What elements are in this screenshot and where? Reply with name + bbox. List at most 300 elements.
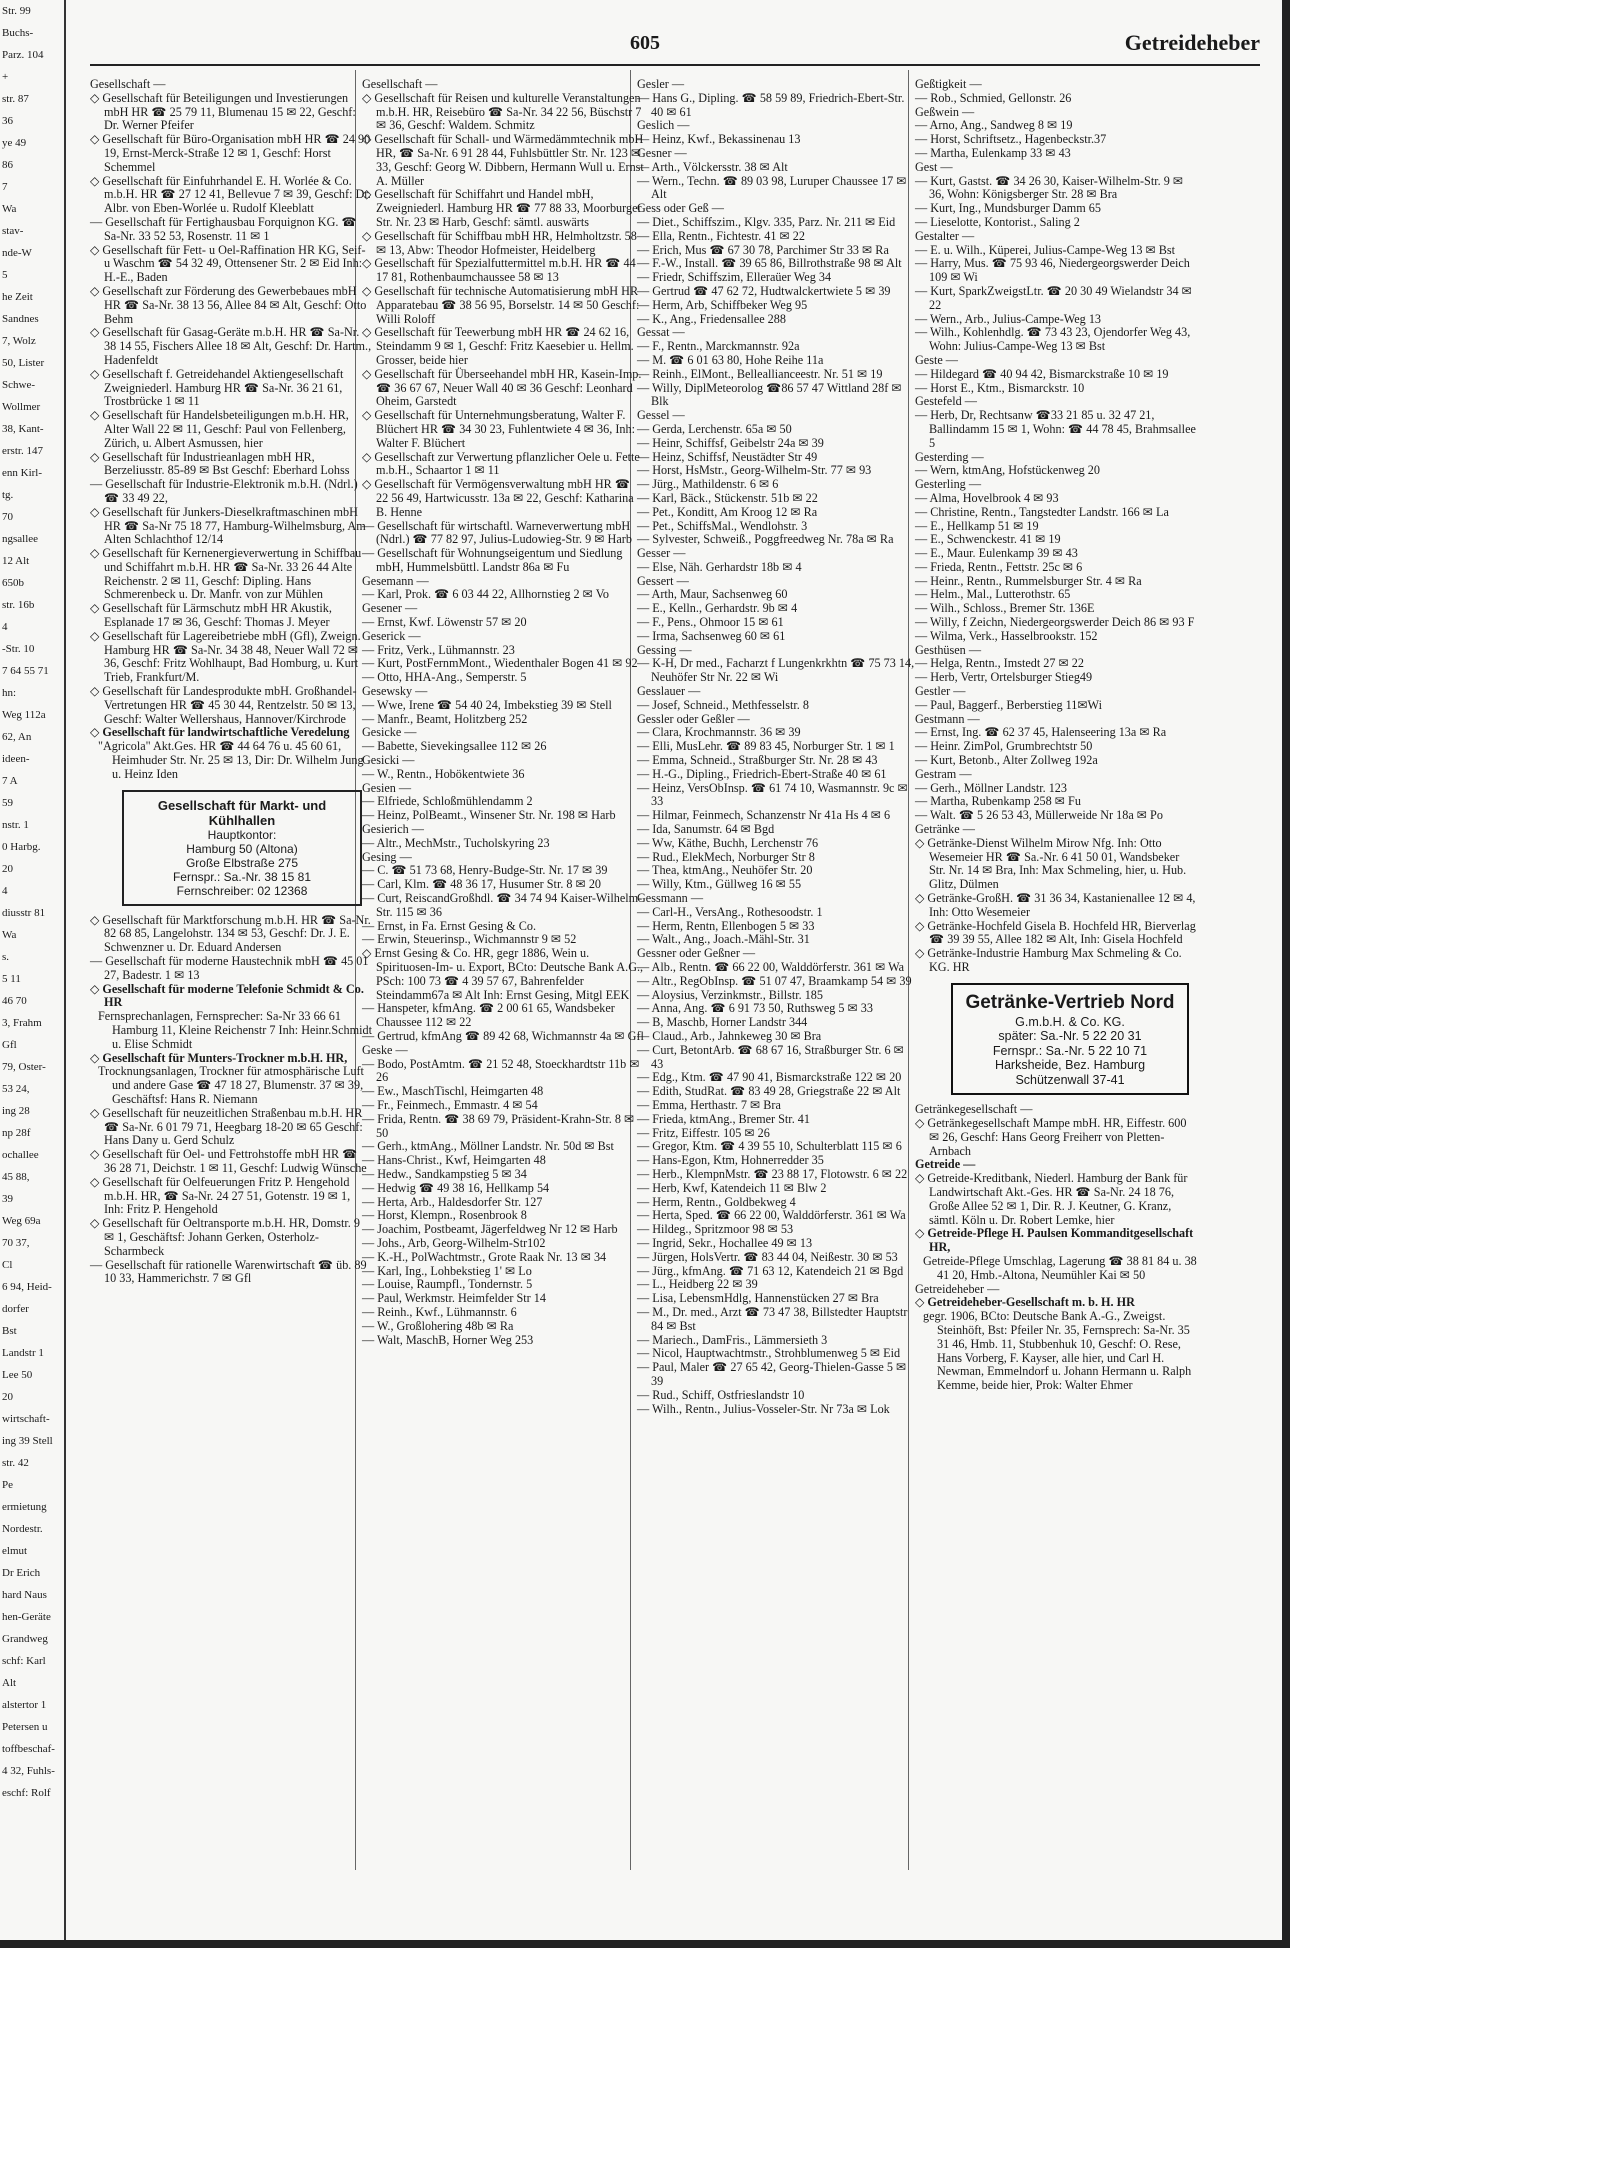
page-number: 605 — [630, 32, 660, 54]
directory-entry: — Paul, Werkmstr. Heimfelder Str 14 — [362, 1291, 546, 1306]
directory-entry: — Otto, HHA-Ang., Semperstr. 5 — [362, 670, 527, 685]
directory-entry: — Wern., Arb., Julius-Campe-Weg 13 — [915, 311, 1102, 326]
directory-entry: — Karl, Ing., Lohbekstieg 1' ✉ Lo — [362, 1263, 532, 1278]
left-strip-line: erstr. 147 — [2, 445, 43, 457]
directory-entry: ◇ Gesellschaft für Oeltransporte m.b.H. HR, Domstr. 9 ✉ 1, Geschäftsf: Johann Gerken, Osterholz-Scharmbeck — [90, 1216, 360, 1258]
directory-entry: — Wilh., Rentn., Julius-Vosseler-Str. Nr 73a ✉ Lok — [637, 1401, 890, 1416]
scan-border-right — [1282, 0, 1290, 1940]
directory-entry: — Willy, Ktm., Güllweg 16 ✉ 55 — [637, 877, 802, 892]
directory-entry: ◇ Gesellschaft für Vermögensverwaltung mbH HR ☎ 22 56 49, Hartwicusstr. 13a ✉ 22, Geschf: Katharina B. Henne — [362, 477, 634, 519]
advertisement-line: Fernspr.: Sa.-Nr. 5 22 10 71 — [992, 1043, 1148, 1058]
directory-entry: — Claud., Arb., Jahnkeweg 30 ✉ Bra — [637, 1028, 822, 1043]
left-strip-line: 0 Harbg. — [2, 841, 41, 853]
directory-entry: — Kurt, PostFernmMont., Wiedenthaler Bogen 41 ✉ 92 — [362, 656, 638, 671]
directory-entry: ◇ Gesellschaft für Kernenergieverwertung in Schiffbau und Schiffahrt m.b.H. HR ☎ Sa-Nr. 33 26 44 Alte Reichenstr. 2 ✉ 11, Geschf: Dipling. Hans Schmerenbeck u. Dr. Manfr. von zur Mühlen — [90, 546, 362, 602]
directory-entry: — Heinz, Kwf., Bekassinenau 13 — [637, 132, 801, 147]
directory-entry: — Christine, Rentn., Tangstedter Landstr. 166 ✉ La — [915, 504, 1169, 519]
directory-entry: Gestler — — [915, 684, 966, 699]
left-strip-line: ochallee — [2, 1149, 39, 1161]
directory-entry: — M. ☎ 6 01 63 80, Hohe Reihe 11a — [637, 352, 824, 367]
directory-entry: ◇ Gesellschaft für Überseehandel mbH HR, Kasein-Imp. ☎ 36 67 67, Neuer Wall 40 ✉ 36 Geschf: Leonhard Oheim, Garstedt — [362, 366, 642, 409]
left-strip-line: Weg 112a — [2, 709, 46, 721]
directory-entry: ◇ Gesellschaft für Oelfeuerungen Fritz P. Hengehold m.b.H. HR, ☎ Sa-Nr. 24 27 51, Gotenstr. 19 ✉ 1, Inh: Fritz P. Hengehold — [90, 1174, 351, 1217]
directory-entry: — Nicol, Hauptwachtmstr., Strohblumenweg 5 ✉ Eid — [637, 1346, 901, 1361]
directory-entry: Gessner oder Geßner — — [637, 946, 756, 961]
directory-entry: Geste — — [915, 352, 958, 367]
directory-entry: — Hildegard ☎ 40 94 42, Bismarckstraße 10 ✉ 19 — [915, 366, 1169, 381]
left-strip-line: 45 88, — [2, 1171, 30, 1183]
directory-entry: — Heinz, VersObInsp. ☎ 61 74 10, Wasmannstr. 9c ✉ 33 — [637, 780, 908, 809]
directory-entry: — Frida, Rentn. ☎ 38 69 79, Präsident-Krahn-Str. 8 ✉ 50 — [362, 1111, 635, 1140]
left-strip-line: 79, Oster- — [2, 1061, 46, 1073]
directory-entry: Gesler — — [637, 77, 685, 91]
left-strip-line: Lee 50 — [2, 1369, 33, 1381]
left-strip-line: + — [2, 71, 9, 83]
directory-entry: — Herb, Dr, Rechtsanw ☎33 21 85 u. 32 47 21, Ballindamm 15 ✉ 1, Wohn: ☎ 44 78 45, Brahmsallee 5 — [915, 408, 1196, 450]
directory-entry: — Altr., RegObInsp. ☎ 51 07 47, Braamkamp 54 ✉ 39 — [637, 973, 912, 988]
directory-entry: — Herb, Vertr, Ortelsburger Stieg49 — [915, 670, 1093, 685]
left-strip-line: wirtschaft- — [2, 1413, 50, 1425]
left-strip-line: Cl — [2, 1259, 13, 1271]
directory-entry: Gestefeld — — [915, 394, 977, 409]
directory-entry: ◇ Gesellschaft für Beteiligungen und Investierungen mbH HR ☎ 25 79 11, Blumenau 15 ✉ 22, Geschf: Dr. Werner Pfeifer — [90, 90, 356, 133]
directory-entry: — Pet., Konditt, Am Kroog 12 ✉ Ra — [637, 504, 818, 519]
directory-entry: ◇ Getränke-Hochfeld Gisela B. Hochfeld HR, Bierverlag ☎ 39 39 55, Allee 182 ✉ Alt, Inh: Gisela Hochfeld — [915, 918, 1196, 947]
left-strip-line: 38, Kant- — [2, 423, 44, 435]
running-head: Getreideheber — [1124, 30, 1260, 55]
left-strip-line: ing 39 Stell — [2, 1435, 53, 1447]
directory-entry: — Hans-Egon, Ktm, Hohnerredder 35 — [637, 1153, 824, 1168]
directory-entry: ◇ Getreide-Kreditbank, Niederl. Hamburg der Bank für Landwirtschaft Akt.-Ges. HR ☎ Sa-Nr. 24 18 76, Große Allee 52 ✉ 1, Dir. R. J. Keutner, G. Kranz, sämtl. Köln u. Dr. Robert Lemke, hier — [915, 1171, 1188, 1227]
directory-entry: — Erwin, Steuerinsp., Wichmannstr 9 ✉ 52 — [362, 932, 577, 947]
directory-entry: Gestram — — [915, 766, 972, 781]
directory-entry: — Herb, Kwf, Katendeich 11 ✉ Blw 2 — [637, 1180, 827, 1195]
directory-entry: — Horst, Klempn., Rosenbrook 8 — [362, 1208, 527, 1223]
left-strip-line: 46 70 — [2, 995, 27, 1007]
left-strip-line: Wa — [2, 929, 17, 941]
left-strip-line: -Str. 10 — [2, 643, 35, 655]
directory-entry: — Horst, Schriftsetz., Hagenbeckstr.37 — [915, 132, 1107, 147]
directory-entry: — Anna, Ang. ☎ 6 91 73 50, Ruthsweg 5 ✉ 33 — [637, 1001, 873, 1016]
directory-entry: ◇ Gesellschaft für Schall- und Wärmedämmtechnik mbH HR, ☎ Sa-Nr. 6 91 28 44, Fuhlsbüttler Str. Nr. 123 ✉ 33, Geschf: Georg W. Dibbern, Hermann Wull u. Ernst A. Müller — [362, 132, 644, 188]
directory-entry: Gesemann — — [362, 573, 429, 588]
left-strip-line: 4 — [2, 621, 8, 633]
directory-entry: — Heinz, PolBeamt., Winsener Str. Nr. 198 ✉ Harb — [362, 808, 616, 823]
directory-entry: — Clara, Krochmannstr. 36 ✉ 39 — [637, 725, 801, 740]
advertisement-line: Hauptkontor: — [207, 827, 277, 842]
directory-entry: ◇ Getränke-Industrie Hamburg Max Schmeling & Co. KG. HR — [915, 946, 1182, 974]
directory-entry: ◇ Gesellschaft für technische Automatisierung mbH HR Apparatebau ☎ 38 56 95, Borselstr. 14 ✉ 50 Geschf: Willi Roloff — [362, 283, 640, 326]
directory-entry: Gesicki — — [362, 753, 415, 768]
directory-entry: Gessat — — [637, 325, 685, 340]
directory-entry: ◇ Gesellschaft f. Getreidehandel Aktiengesellschaft Zweigniederl. Hamburg HR ☎ Sa-Nr. 36 21 61, Trostbrücke 1 ✉ 11 — [90, 366, 344, 409]
directory-entry: Gestmann — — [915, 711, 980, 726]
directory-entry: — Gerh., ktmAng., Möllner Landstr. Nr. 50d ✉ Bst — [362, 1139, 614, 1154]
directory-entry: — Walt, MaschB, Horner Weg 253 — [362, 1332, 534, 1347]
directory-entry: — Ww, Käthe, Buchh, Lerchenstr 76 — [637, 835, 819, 850]
left-strip-line: 70 37, — [2, 1237, 30, 1249]
directory-entry: Gessel — — [637, 408, 685, 423]
directory-entry: "Agricola" Akt.Ges. HR ☎ 44 64 76 u. 45 60 61, Heimhuder Str. Nr. 25 ✉ 13, Dir: Dr. Wilhelm Jung u. Heinz Iden — [98, 739, 364, 781]
directory-entry: — Helga, Rentn., Imstedt 27 ✉ 22 — [915, 656, 1084, 671]
directory-entry: Gesterding — — [915, 449, 984, 464]
directory-entry: — F.-W., Install. ☎ 39 65 86, Billrothstraße 98 ✉ Alt — [637, 256, 902, 271]
directory-entry: Trocknungsanlagen, Trockner für atmosphärische Luft und andere Gase ☎ 47 18 27, Blumenstr. 37 ✉ 39, Geschäftsf: Hans R. Niemann — [98, 1064, 364, 1106]
left-strip-line: 59 — [2, 797, 13, 809]
left-strip-line: Weg 69a — [2, 1215, 41, 1227]
left-strip-line: hn: — [2, 687, 17, 699]
directory-entry: — Walt., Ang., Joach.-Mähl-Str. 31 — [637, 932, 810, 947]
directory-entry: Gesien — — [362, 780, 412, 795]
directory-entry: — Sylvester, Schweiß., Poggfreedweg Nr. 78a ✉ Ra — [637, 532, 894, 547]
directory-entry: — Emma, Herthastr. 7 ✉ Bra — [637, 1097, 781, 1112]
directory-entry: Geske — — [362, 1042, 408, 1057]
directory-entry: ◇ Ernst Gesing & Co. HR, gegr 1886, Wein u. Spirituosen-Im- u. Export, BCto: Deutsche Bank A.G., PSch: 100 73 ☎ 4 39 57 67, Bahrenfelder Steindamm67a ✉ Alt Inh: Ernst Gesing, Mitgl EEK — [362, 946, 644, 1002]
directory-entry: — Fr., Feinmech., Emmastr. 4 ✉ 54 — [362, 1097, 538, 1112]
directory-entry: — Diet., Schiffszim., Klgv. 335, Parz. Nr. 211 ✉ Eid — [637, 214, 896, 229]
directory-entry: Gesellschaft — — [362, 77, 438, 91]
directory-entry: — F., Rentn., Marckmannstr. 92a — [637, 339, 800, 354]
directory-entry: ◇ Getränke-Dienst Wilhelm Mirow Nfg. Inh: Otto Wesemeier HR ☎ Sa.-Nr. 6 41 50 01, Wandsbeker Str. Nr. 14 ✉ Bra, Inh: Max Schmeling, hier, u. Hub. Glitz, Dülmen — [915, 835, 1187, 892]
left-strip-line: Parz. 104 — [2, 49, 44, 61]
left-strip-line: 5 — [2, 269, 8, 281]
directory-entry: — Ernst, in Fa. Ernst Gesing & Co. — [362, 918, 537, 933]
left-strip-line: ideen- — [2, 753, 30, 765]
left-strip-line: alstertor 1 — [2, 1699, 47, 1711]
directory-entry: ◇ Gesellschaft für landwirtschaftliche Veredelung — [90, 725, 350, 740]
directory-entry: Gesterling — — [915, 477, 982, 492]
directory-entry: Gestalter — — [915, 228, 975, 243]
advertisement-line: Hamburg 50 (Altona) — [186, 841, 298, 856]
directory-entry: ◇ Gesellschaft für Fett- u Oel-Raffination HR KG, Seif- u Waschm ☎ 54 32 49, Ottensener Str. 2 ✉ Eid Inh: H.-E., Baden — [90, 242, 366, 285]
directory-entry: Getränkegesellschaft — — [915, 1102, 1033, 1117]
directory-entry: — Horst, HsMstr., Georg-Wilhelm-Str. 77 ✉ 93 — [637, 463, 872, 478]
left-strip-line: 39 — [2, 1193, 13, 1205]
left-strip-line: diusstr 81 — [2, 907, 46, 919]
directory-entry: — Pet., SchiffsMal., Wendlohstr. 3 — [637, 518, 808, 533]
left-strip-line: 7 64 55 71 — [2, 665, 49, 677]
directory-entry: — Curt, ReiscandGroßhdl. ☎ 34 74 94 Kaiser-Wilhelm-Str. 115 ✉ 36 — [362, 891, 643, 919]
directory-entry: Gesslauer — — [637, 684, 701, 699]
directory-entry: ◇ Gesellschaft für Unternehmungsberatung, Walter F. Blüchert HR ☎ 34 30 23, Fuhlentwiete 4 ✉ 36, Inh: Walter F. Blüchert — [362, 408, 635, 450]
directory-entry: — F., Pens., Ohmoor 15 ✉ 61 — [637, 615, 784, 630]
directory-entry: — Frieda, Rentn., Fettstr. 25c ✉ 6 — [915, 559, 1083, 574]
directory-entry: — Heinr. ZimPol, Grumbrechtstr 50 — [915, 739, 1093, 754]
directory-entry: — Altr., MechMstr., Tucholskyring 23 — [362, 835, 550, 850]
directory-entry: ◇ Gesellschaft für Gasag-Geräte m.b.H. HR ☎ Sa-Nr. 38 14 55, Fischers Allee 18 ✉ Alt, Geschf: Dr. Hartm., Hadenfeldt — [90, 325, 372, 367]
directory-entry: — Gerda, Lerchenstr. 65a ✉ 50 — [637, 421, 792, 436]
directory-entry: — Karl, Bäck., Stückenstr. 51b ✉ 22 — [637, 490, 818, 505]
directory-entry: Geserick — — [362, 628, 421, 643]
directory-entry: — C. ☎ 51 73 68, Henry-Budge-Str. Nr. 17 ✉ 39 — [362, 863, 608, 878]
directory-entry: — Wern., Techn. ☎ 89 03 98, Luruper Chaussee 17 ✉ Alt — [637, 173, 907, 202]
directory-entry: — Manfr., Beamt, Holitzberg 252 — [362, 711, 528, 726]
directory-entry: gegr. 1906, BCto: Deutsche Bank A.-G., Zweigst. Steinhöft, Bst: Pfeiler Nr. 35, Fernsprech: Sa-Nr. 35 31 46, Hmb. 11, Stubbenhuk 10, Geschf: O. Rese, Hans Vorberg, F. Kayser, alle hier, und Carl H. Newman, Emmelndorf u. Johann Hermann u. Ralph Kemme, beide hier, Prok: Walter Ehmer — [923, 1309, 1192, 1393]
left-strip-line: Schwe- — [2, 379, 35, 391]
left-strip-line: 50, Lister — [2, 357, 45, 369]
directory-entry: — Arth, Maur, Sachsenweg 60 — [637, 587, 788, 602]
directory-entry: ◇ Gesellschaft für Spezialfuttermittel m.b.H. HR ☎ 44 17 81, Rothenbaumchaussee 58 ✉ 13 — [362, 256, 636, 285]
directory-entry: — Horst E., Ktm., Bismarckstr. 10 — [915, 380, 1085, 395]
directory-entry: ◇ Gesellschaft für Einfuhrhandel E. H. Worlée & Co. m.b.H. HR ☎ 27 12 41, Bellevue 7 ✉ 39, Geschf: Dr. Albr. von Eben-Worlée u. Rudolf Kleeblatt — [90, 173, 371, 216]
directory-entry: — Wwe, Irene ☎ 54 40 24, Imbekstieg 39 ✉ Stell — [362, 697, 612, 712]
left-strip-line: 70 — [2, 511, 13, 523]
advertisement-line: Fernspr.: Sa.-Nr. 38 15 81 — [172, 869, 312, 884]
left-strip-line: Dr Erich — [2, 1567, 41, 1579]
directory-entry: — Erich, Mus ☎ 67 30 78, Parchimer Str 33 ✉ Ra — [637, 242, 889, 257]
directory-entry: — Willy, DiplMeteorolog ☎86 57 47 Wittland 28f ✉ Blk — [637, 380, 902, 409]
directory-entry: ◇ Getränkegesellschaft Mampe mbH. HR, Eiffestr. 600 ✉ 26, Geschf: Hans Georg Freiherr von Pletten-Arnbach — [915, 1116, 1187, 1158]
left-strip-line: Nordestr. — [2, 1523, 43, 1535]
directory-entry: ◇ Gesellschaft für Lärmschutz mbH HR Akustik, Esplanade 17 ✉ 36, Geschf: Thomas J. Meyer — [90, 601, 332, 630]
left-strip-line: 4 32, Fuhls- — [2, 1765, 55, 1777]
advertisement-box — [951, 983, 1189, 1096]
directory-entry: ◇ Gesellschaft zur Verwertung pflanzlicher Oele u. Fette m.b.H., Schaartor 1 ✉ 11 — [362, 449, 640, 478]
left-strip-line: tg. — [2, 489, 14, 501]
left-strip-line: Petersen u — [2, 1721, 48, 1733]
advertisement-line: später: Sa.-Nr. 5 22 20 31 — [998, 1029, 1142, 1044]
directory-entry: Gesewsky — — [362, 684, 428, 699]
left-strip-line: schf: Karl — [2, 1655, 46, 1667]
directory-entry: ◇ Gesellschaft für Handelsbeteiligungen m.b.H. HR, Alter Wall 22 ✉ 11, Geschf: Paul von Fellenberg, Zürich, u. Albert Asmussen, hier — [90, 408, 349, 450]
directory-entry: — Alb., Rentn. ☎ 66 22 00, Walddörferstr. 361 ✉ Wa — [637, 960, 905, 974]
directory-entry: — Fritz, Eiffestr. 105 ✉ 26 — [637, 1125, 770, 1140]
directory-column-3 — [637, 78, 919, 1416]
directory-entry: — E., Hellkamp 51 ✉ 19 — [915, 518, 1039, 533]
directory-entry: — Else, Näh. Gerhardstr 18b ✉ 4 — [637, 559, 802, 574]
directory-entry: — Jürgen, HolsVertr. ☎ 83 44 04, Neißestr. 30 ✉ 53 — [637, 1249, 898, 1264]
left-strip-line: ye 49 — [2, 137, 27, 149]
left-strip-line: Buchs- — [2, 27, 34, 39]
left-strip-line: nde-W — [2, 247, 32, 259]
directory-entry: — Gesellschaft für rationelle Warenwirtschaft ☎ üb. 89 10 33, Hammerichstr. 7 ✉ Gfl — [90, 1257, 367, 1286]
left-strip-line: ing 28 — [2, 1105, 30, 1117]
directory-entry: — Ernst, Ing. ☎ 62 37 45, Halenseering 13a ✉ Ra — [915, 725, 1167, 740]
directory-entry: — Joachim, Postbeamt, Jägerfeldweg Nr 12 ✉ Harb — [362, 1222, 618, 1237]
directory-entry: ◇ Gesellschaft für neuzeitlichen Straßenbau m.b.H. HR ☎ Sa-Nr. 6 01 79 71, Heegbarg 18-20 ✉ 65 Geschf: Hans Dany u. Gerd Schulz — [90, 1105, 363, 1148]
directory-entry: — Heinz, Schiffsf, Neustädter Str 49 — [637, 449, 818, 464]
left-strip-line: Alt — [2, 1677, 17, 1689]
directory-entry: Geslich — — [637, 118, 690, 133]
directory-entry: — Kurt, SparkZweigstLtr. ☎ 20 30 49 Wielandstr 34 ✉ 22 — [915, 283, 1192, 312]
directory-entry: — Arth., Völckersstr. 38 ✉ Alt — [637, 159, 788, 174]
directory-entry: — Gesellschaft für Wohnungseigentum und Siedlung mbH, Hummelsbüttl. Landstr 86a ✉ Fu — [362, 546, 623, 574]
directory-entry: ◇ Gesellschaft für Büro-Organisation mbH HR ☎ 24 90 19, Ernst-Merck-Straße 12 ✉ 1, Geschf: Horst Schemmel — [90, 132, 371, 174]
left-strip-line: 7, Wolz — [2, 335, 36, 347]
directory-entry: — Edith, StudRat. ☎ 83 49 28, Griegstraße 22 ✉ Alt — [637, 1084, 901, 1099]
directory-entry: — Hans-Christ., Kwf, Heimgarten 48 — [362, 1153, 546, 1168]
left-strip-line: np 28f — [2, 1127, 31, 1139]
directory-entry: — Hedwig ☎ 49 38 16, Hellkamp 54 — [362, 1180, 550, 1195]
directory-entry: — Gerh., Möllner Landstr. 123 — [915, 780, 1067, 795]
advertisement-box — [122, 790, 362, 906]
directory-entry: ◇ Gesellschaft für Industrieanlagen mbH HR, Berzeliusstr. 85-89 ✉ Bst Geschf: Eberhard Lohss — [90, 449, 350, 478]
directory-entry: — Friedr, Schiffszim, Elleraüer Weg 34 — [637, 270, 832, 285]
directory-entry: — Herm, Rentn, Ellenbogen 5 ✉ 33 — [637, 918, 815, 933]
page-header — [90, 30, 1260, 66]
left-strip-line: Str. 99 — [2, 5, 31, 17]
left-strip-line: 36 — [2, 115, 13, 127]
directory-entry: — Paul, Maler ☎ 27 65 42, Georg-Thielen-Gasse 5 ✉ 39 — [637, 1360, 907, 1388]
directory-entry: Gessler oder Geßler — — [637, 711, 750, 726]
left-strip-line: dorfer — [2, 1303, 29, 1315]
directory-entry: — Reinh., Kwf., Lühmannstr. 6 — [362, 1304, 517, 1319]
directory-entry: — Edg., Ktm. ☎ 47 90 41, Bismarckstraße 122 ✉ 20 — [637, 1070, 902, 1085]
directory-entry: — Lieselotte, Kontorist., Saling 2 — [915, 214, 1080, 229]
directory-entry: Getreide-Pflege Umschlag, Lagerung ☎ 38 81 84 u. 38 41 20, Hmb.-Altona, Neumühler Kai ✉ 50 — [923, 1254, 1197, 1282]
directory-entry: ◇ Gesellschaft für Junkers-Dieselkraftmaschinen mbH HR ☎ Sa-Nr 75 18 77, Hamburg-Wilhelmsburg, Am Alten Schlachthof 12/14 — [90, 504, 366, 547]
left-strip-line: eschf: Rolf — [2, 1787, 51, 1799]
directory-entry: — Aloysius, Verzinkmstr., Billstr. 185 — [637, 987, 823, 1002]
directory-entry: — Carl-H., VersAng., Rothesoodstr. 1 — [637, 904, 823, 919]
directory-entry: — W., Rentn., Hobökentwiete 36 — [362, 766, 525, 781]
directory-entry: — B, Maschb, Horner Landstr 344 — [637, 1015, 808, 1030]
left-strip-line: 7 — [2, 181, 8, 193]
directory-entry: ◇ Gesellschaft für Reisen und kulturelle Veranstaltungen m.b.H. HR, Reisebüro ☎ Sa-Nr. 34 22 56, Büschstr 7 ✉ 36, Geschf: Waldem. Schmitz — [362, 90, 642, 133]
directory-entry: ◇ Gesellschaft für Schiffbau mbH HR, Helmholtzstr. 58 ✉ 13, Abw: Theodor Hofmeister, Heidelberg — [362, 228, 637, 257]
directory-entry: ◇ Getreide-Pflege H. Paulsen Kommanditgesellschaft HR, — [915, 1226, 1194, 1255]
left-strip-line: ermietung — [2, 1501, 47, 1513]
directory-entry: ◇ Gesellschaft für Lagereibetriebe mbH (Gfl), Zweign. Hamburg HR ☎ Sa-Nr. 34 38 48, Neuer Wall 72 ✉ 36, Geschf: Fritz Wohlhaupt, Bad Homburg, u. Kurt Trieb, Frankfurt/M. — [90, 628, 361, 685]
directory-entry: — Gesellschaft für Fertighausbau Forquignon KG. ☎ Sa-Nr. 33 52 53, Rosenstr. 11 ✉ 1 — [90, 214, 357, 243]
directory-entry: — Louise, Raumpfl., Tondernstr. 5 — [362, 1277, 533, 1292]
left-strip-line: toffbeschaf- — [2, 1743, 55, 1755]
directory-entry: Getreide — — [915, 1157, 976, 1172]
left-strip-line: 7 A — [2, 775, 18, 787]
directory-entry: Geßwein — — [915, 104, 975, 119]
directory-entry: — Jürg., Mathildenstr. 6 ✉ 6 — [637, 477, 779, 492]
directory-entry: — Rud., ElekMech, Norburger Str 8 — [637, 849, 815, 864]
directory-entry: — Irma, Sachsenweg 60 ✉ 61 — [637, 628, 786, 643]
directory-entry: — H.-G., Dipling., Friedrich-Ebert-Straße 40 ✉ 61 — [637, 766, 887, 781]
directory-entry: — Bodo, PostAmtm. ☎ 21 52 48, Stoeckhardtstr 11b ✉ 26 — [362, 1056, 640, 1085]
directory-entry: — Martha, Rubenkamp 258 ✉ Fu — [915, 794, 1081, 809]
left-strip-line: str. 42 — [2, 1457, 29, 1469]
directory-entry: Gesing — — [362, 849, 412, 864]
directory-entry: Gesierich — — [362, 822, 424, 837]
left-strip-line: hard Naus — [2, 1589, 47, 1601]
left-strip-line: hen-Geräte — [2, 1611, 51, 1623]
directory-entry: — Rud., Schiff, Ostfrieslandstr 10 — [637, 1387, 805, 1402]
directory-entry: — Fritz, Verk., Lühmannstr. 23 — [362, 642, 515, 657]
directory-entry: — Reinh., ElMont., Belleallianceestr. Nr. 51 ✉ 19 — [637, 366, 883, 381]
directory-entry: Gesthüsen — — [915, 642, 982, 657]
advertisement-title: Getränke-Vertrieb Nord — [965, 991, 1175, 1013]
directory-entry: ◇ Gesellschaft zur Förderung des Gewerbebaues mbH HR ☎ Sa-Nr. 38 13 56, Allee 84 ✉ Alt, Geschf: Otto Behm — [90, 283, 367, 326]
directory-entry: — Gertrud, kfmAng ☎ 89 42 68, Wichmannstr 4a ✉ Gfl — [362, 1028, 644, 1043]
directory-entry: — Herb., KlempnMstr. ☎ 23 88 17, Flotowstr. 6 ✉ 22 — [637, 1166, 908, 1181]
directory-entry: — E., Kelln., Gerhardstr. 9b ✉ 4 — [637, 601, 798, 616]
directory-entry: — Walt. ☎ 5 26 53 43, Müllerweide Nr 18a ✉ Po — [915, 808, 1163, 823]
directory-entry: — K., Ang., Friedensallee 288 — [637, 311, 786, 326]
left-strip-line: 12 Alt — [2, 555, 30, 567]
left-strip-line: 20 — [2, 1391, 13, 1403]
directory-entry: — L., Heidberg 22 ✉ 39 — [637, 1277, 758, 1292]
directory-column-2 — [362, 78, 644, 1347]
left-strip-line: 86 — [2, 159, 13, 171]
directory-entry: Gessmann — — [637, 891, 704, 906]
directory-entry: — Hildeg., Spritzmoor 98 ✉ 53 — [637, 1222, 794, 1237]
left-strip-line: 4 — [2, 885, 8, 897]
left-strip-line: 53 24, — [2, 1083, 30, 1095]
left-strip-line: 6 94, Heid- — [2, 1281, 52, 1293]
directory-column-4 — [915, 78, 1197, 1393]
directory-entry: — Ernst, Kwf. Löwenstr 57 ✉ 20 — [362, 615, 527, 630]
directory-entry: — Willy, f Zeichn, Niedergeorgswerder Deich 86 ✉ 93 F — [915, 615, 1195, 630]
advertisement-title: Gesellschaft für Markt- und Kühlhallen — [157, 797, 327, 828]
directory-entry: — Kurt, Ing., Mundsburger Damm 65 — [915, 201, 1101, 216]
directory-entry: — Karl, Prok. ☎ 6 03 44 22, Allhornstieg 2 ✉ Vo — [362, 587, 610, 602]
directory-entry: — Ella, Rentn., Fichtestr. 41 ✉ 22 — [637, 228, 805, 243]
left-strip-line: nstr. 1 — [2, 819, 29, 831]
directory-entry: — Martha, Eulenkamp 33 ✉ 43 — [915, 145, 1071, 160]
directory-entry: — Herta, Arb., Haldesdorfer Str. 127 — [362, 1194, 543, 1209]
directory-entry: — Arno, Ang., Sandweg 8 ✉ 19 — [915, 118, 1073, 133]
left-strip-line: 3, Frahm — [2, 1017, 42, 1029]
directory-entry: — Mariech., DamFris., Lämmersieth 3 — [637, 1332, 828, 1347]
directory-entry: — Herm, Rentn., Goldbekweg 4 — [637, 1194, 796, 1209]
directory-entry: Gesellschaft — — [90, 77, 166, 91]
left-strip-line: Sandnes — [2, 313, 39, 325]
directory-entry: — Herta, Sped. ☎ 66 22 00, Walddörferstr. 361 ✉ Wa — [637, 1208, 906, 1223]
directory-entry: — Wilh., Schloss., Bremer Str. 136E — [915, 601, 1095, 616]
directory-entry: — K.-H., PolWachtmstr., Grote Raak Nr. 13 ✉ 34 — [362, 1249, 607, 1264]
directory-entry: ◇ Gesellschaft für moderne Telefonie Schmidt & Co. HR — [90, 981, 364, 1010]
left-strip-line: 650b — [2, 577, 24, 589]
directory-entry: — Lisa, LebensmHdlg, Hannenstücken 27 ✉ Bra — [637, 1291, 879, 1306]
directory-entry: — Ew., MaschTischl, Heimgarten 48 — [362, 1084, 544, 1099]
left-strip-line: Grandweg — [2, 1633, 48, 1645]
directory-entry: — Elfriede, Schloßmühlendamm 2 — [362, 794, 533, 809]
directory-entry: — Rob., Schmied, Gellonstr. 26 — [915, 90, 1072, 105]
directory-entry: — Ida, Sanumstr. 64 ✉ Bgd — [637, 822, 775, 837]
directory-entry: — Gertrud ☎ 47 62 72, Hudtwalckertwiete 5 ✉ 39 — [637, 283, 891, 298]
directory-entry: Gesener — — [362, 601, 418, 616]
left-strip-line: stav- — [2, 225, 24, 237]
directory-entry: — Emma, Schneid., Straßburger Str. Nr. 28 ✉ 43 — [637, 753, 878, 768]
left-strip-line: str. 87 — [2, 93, 29, 105]
left-strip-line: Gfl — [2, 1039, 17, 1051]
directory-entry: — Carl, Klm. ☎ 48 36 17, Husumer Str. 8 ✉ 20 — [362, 877, 602, 892]
left-page-edge-strip — [0, 0, 66, 1940]
directory-entry: — Jürg., kfmAng. ☎ 71 63 12, Katendeich 21 ✉ Bgd — [637, 1263, 904, 1278]
directory-entry: Gest — — [915, 159, 953, 174]
directory-entry: — Hans G., Dipling. ☎ 58 59 89, Friedrich-Ebert-Str. 40 ✉ 61 — [637, 90, 905, 119]
left-strip-line: Wollmer — [2, 401, 41, 413]
directory-entry: — Gesellschaft für wirtschaftl. Warneverwertung mbH (Ndrl.) ☎ 77 82 97, Julius-Ludowieg-Str. 9 ✉ Harb — [362, 518, 632, 547]
directory-entry: — Heinr, Schiffsf, Geibelstr 24a ✉ 39 — [637, 435, 824, 450]
scan-border-bottom — [0, 1940, 1290, 1948]
advertisement-line: Große Elbstraße 275 — [185, 855, 299, 870]
directory-entry: — W., Großlohering 48b ✉ Ra — [362, 1318, 514, 1333]
left-strip-line: enn Kirl- — [2, 467, 43, 479]
left-strip-line: Bst — [2, 1325, 17, 1337]
directory-entry: — E., Maur. Eulenkamp 39 ✉ 43 — [915, 546, 1078, 561]
directory-entry: Gessing — — [637, 642, 692, 657]
directory-entry: Geßtigkeit — — [915, 77, 982, 91]
directory-entry: — Gesellschaft für moderne Haustechnik mbH ☎ 45 01 27, Badestr. 1 ✉ 13 — [90, 954, 369, 982]
directory-entry: — Herm, Arb, Schiffbeker Weg 95 — [637, 297, 808, 312]
directory-entry: — Curt, BetontArb. ☎ 68 67 16, Straßburger Str. 6 ✉ 43 — [637, 1042, 904, 1071]
directory-entry: — Kurt, Betonb., Alter Zollweg 192a — [915, 753, 1098, 768]
directory-entry: — Alma, Hovelbrook 4 ✉ 93 — [915, 490, 1059, 505]
directory-entry: — E., Schwenckestr. 41 ✉ 19 — [915, 532, 1061, 547]
directory-entry: — Helm., Mal., Lutterothstr. 65 — [915, 587, 1071, 602]
directory-entry: — Thea, ktmAng., Neuhöfer Str. 20 — [637, 863, 813, 878]
directory-entry: Getränke — — [915, 822, 975, 837]
directory-entry: — M., Dr. med., Arzt ☎ 73 47 38, Billstedter Hauptstr 84 ✉ Bst — [637, 1304, 908, 1333]
directory-entry: Gessert — — [637, 573, 689, 588]
